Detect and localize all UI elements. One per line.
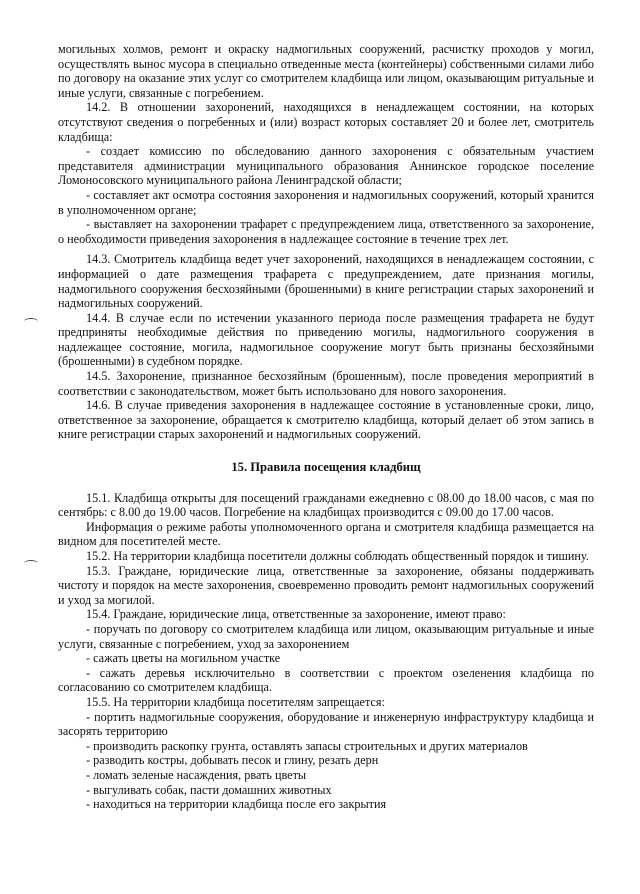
- margin-mark: [24, 318, 38, 325]
- paragraph-14-4: 14.4. В случае если по истечении указанного периода после размещения трафарета не будут предприняты необходимые действия по приведению могилы, надмогильного сооружения в надлежащее состояние, могила, надмогильное сооружение могут быть признаны бесхозяйными (брошенными) в судебном порядке.: [58, 310, 594, 369]
- list-item: - разводить костры, добывать песок и глину, резать дерн: [86, 753, 379, 768]
- list-item: - находиться на территории кладбища после его закрытия: [86, 797, 387, 812]
- paragraph-15-5: 15.5. На территории кладбища посетителям запрещается:: [86, 694, 385, 709]
- list-item: - выгуливать собак, пасти домашних животных: [86, 782, 332, 797]
- list-item: - создает комиссию по обследованию данного захоронения с обязательным участием представителя администрации муниципального образования Аннинское городское поселение Ломоносовского муниципального района Ленинградской области;: [58, 144, 594, 188]
- paragraph-15-2: 15.2. На территории кладбища посетители должны соблюдать общественный порядок и тишину.: [86, 549, 589, 563]
- paragraph-14-6: 14.6. В случае приведения захоронения в надлежащее состояние в установленные сроки, лицо, ответственное за захоронение, обращается к смотрителю кладбища, который делает об этом запись в книге регистрации старых захоронений и надмогильных сооружений.: [58, 398, 594, 442]
- section-heading: 15. Правила посещения кладбищ: [231, 460, 421, 475]
- paragraph-15-1-info: Информация о режиме работы уполномоченного органа и смотрителя кладбища размещается на видном для посетителей месте.: [58, 519, 594, 549]
- list-item: - сажать цветы на могильном участке: [86, 651, 281, 666]
- list-item: - составляет акт осмотра состояния захоронения и надмогильных сооружений, который хранится в уполномоченном органе;: [58, 187, 594, 217]
- paragraph-14-2: 14.2. В отношении захоронений, находящихся в ненадлежащем состоянии, на которых отсутствуют сведения о погребенных и (или) возраст которых составляет 20 и более лет, смотритель кладбища:: [58, 100, 594, 144]
- paragraph-15-4: 15.4. Граждане, юридические лица, ответственные за захоронение, имеют право:: [86, 607, 506, 622]
- list-item: - выставляет на захоронении трафарет с предупреждением лица, ответственного за захоронение, о необходимости приведения захоронения в надлежащее состояние в течение трех лет.: [58, 217, 594, 246]
- margin-mark: [24, 560, 38, 567]
- list-item: - сажать деревья исключительно в соответствии с проектом озеленения кладбища по согласованию со смотрителем кладбища.: [58, 665, 594, 695]
- list-item: - ломать зеленые насаждения, рвать цветы: [86, 767, 307, 782]
- paragraph-14-3: 14.3. Смотритель кладбища ведет учет захоронений, находящихся в ненадлежащем состоянии, с информацией о дате размещения трафарета с предупреждением, дате признания могилы, надмогильного сооружения бесхозяйными (брошенными) в книге регистрации старых захоронений и надмогильных сооружений.: [58, 252, 594, 311]
- paragraph-14-5: 14.5. Захоронение, признанное бесхозяйным (брошенным), после проведения мероприятий в соответствии с законодательством, может быть использовано для нового захоронения.: [58, 369, 594, 398]
- list-item: - поручать по договору со смотрителем кладбища или лицом, оказывающим ритуальные и иные услуги, связанные с погребением, уход за захоронением: [58, 621, 594, 651]
- paragraph: могильных холмов, ремонт и окраску надмогильных сооружений, расчистку проходов у могил, осуществлять вынос мусора в специально отведенные места (контейнеры) собственными силами либо по договору на оказание этих услуг со смотрителем кладбища или лицом, оказывающим ритуальные и иные услуги, связанные с погребением.: [58, 42, 594, 100]
- list-item: - портить надмогильные сооружения, оборудование и инженерную инфраструктуру кладбища и засорять территорию: [58, 709, 594, 739]
- list-item: - производить раскопку грунта, оставлять запасы строительных и других материалов: [86, 738, 528, 753]
- paragraph-15-3: 15.3. Граждане, юридические лица, ответственные за захоронение, обязаны поддерживать чистоту и порядок на месте захоронения, своевременно проводить ремонт надмогильных сооружений и уход за могилой.: [58, 563, 594, 607]
- document-page: [58, 42, 594, 812]
- paragraph-15-1: 15.1. Кладбища открыты для посещений гражданами ежедневно с 08.00 до 18.00 часов, с мая по сентябрь: с 8.00 до 19.00 часов. Погребение на кладбищах производится с 09.00 до 17.00 часов.: [58, 490, 594, 520]
